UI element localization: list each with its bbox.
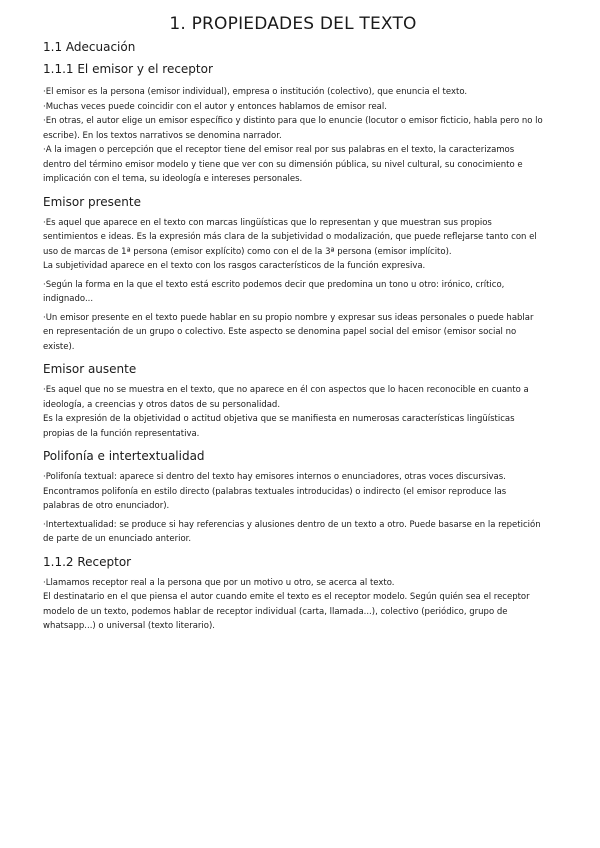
paragraph-objetividad: Es la expresión de la objetividad o actitud objetiva que se manifiesta en numerosas características lingüísticas propias de la función representativa. (43, 414, 515, 439)
paragraph-emisor-definition: ·El emisor es la persona (emisor individual), empresa o institución (colectivo), que enuncia el texto. (43, 87, 468, 97)
paragraph-emisor-presente-definition: ·Es aquel que aparece en el texto con marcas lingüísticas que lo representan y que muestran sus propios sentimientos e ideas. Es la expresión más clara de la subjetividad o modalización, que puede reflejarse tanto con el uso de marcas de 1ª persona (emisor explícito) como con el de la 3ª persona (emisor implícito). (43, 217, 537, 257)
paragraph-emisor-real: ·Muchas veces puede coincidir con el autor y entonces hablamos de emisor real. (43, 101, 387, 112)
paragraph-tono: ·Según la forma en la que el texto está escrito podemos decir que predomina un tono u otro: irónico, crítico, indignado... (43, 279, 505, 304)
paragraph-emisor-ausente-definition: ·Es aquel que no se muestra en el texto, que no aparece en él con aspectos que lo hacen reconocible en cuanto a ideología, a creencias y otros datos de su personalidad. (43, 385, 529, 410)
paragraph-receptor-modelo: El destinatario en el que piensa el autor cuando emite el texto es el receptor modelo. Según quién sea el receptor modelo de un texto, podemos hablar de receptor individual (carta, llamada...), colectivo (periódico, grupo de whatsapp...) o universal (texto literario). (43, 592, 530, 631)
paragraph-papel-social: ·Un emisor presente en el texto puede hablar en su propio nombre y expresar sus ideas personales o puede hablar en representación de un grupo o colectivo. Este aspecto se denomina papel social del emisor (emisor social no existe). (43, 312, 534, 352)
paragraph-emisor-ficticio: ·En otras, el autor elige un emisor específico y distinto para que lo enuncie (locutor o emisor ficticio, habla pero no lo escribe). En los textos narrativos se denomina narrador. (43, 116, 543, 141)
heading-polifonia: Polifonía e intertextualidad (43, 449, 205, 463)
paragraph-intertextualidad: ·Intertextualidad: se produce si hay referencias y alusiones dentro de un texto a otro. Puede basarse en la repetición de parte de un enunciado anterior. (43, 519, 541, 544)
heading-emisor-presente: Emisor presente (43, 194, 141, 209)
paragraph-emisor-modelo: ·A la imagen o percepción que el receptor tiene del emisor real por sus palabras en el texto, la caracterizamos dentro del término emisor modelo y tiene que ver con su dimensión pública, su nivel cultural, su conocimiento e implicación con el tema, su ideología e intereses personales. (43, 145, 523, 184)
paragraph-polifonia-textual: ·Polifonía textual: aparece si dentro del texto hay emisores internos o enunciadores, otras voces discursivas. (43, 472, 506, 482)
document-title: 1. PROPIEDADES DEL TEXTO (169, 14, 417, 34)
paragraph-receptor-real: ·Llamamos receptor real a la persona que por un motivo u otro, se acerca al texto. (43, 577, 395, 588)
heading-adecuacion: 1.1 Adecuación (43, 40, 136, 54)
paragraph-polifonia-estilo: Encontramos polifonía en estilo directo (palabras textuales introducidas) o indirecto (el emisor reproduce las palabras de otro enunciador). (43, 486, 507, 511)
heading-emisor-ausente: Emisor ausente (43, 362, 137, 376)
paragraph-subjetividad: La subjetividad aparece en el texto con los rasgos característicos de la función expresiva. (43, 261, 426, 271)
heading-receptor: 1.1.2 Receptor (43, 554, 132, 569)
heading-emisor-receptor: 1.1.1 El emisor y el receptor (43, 62, 213, 76)
